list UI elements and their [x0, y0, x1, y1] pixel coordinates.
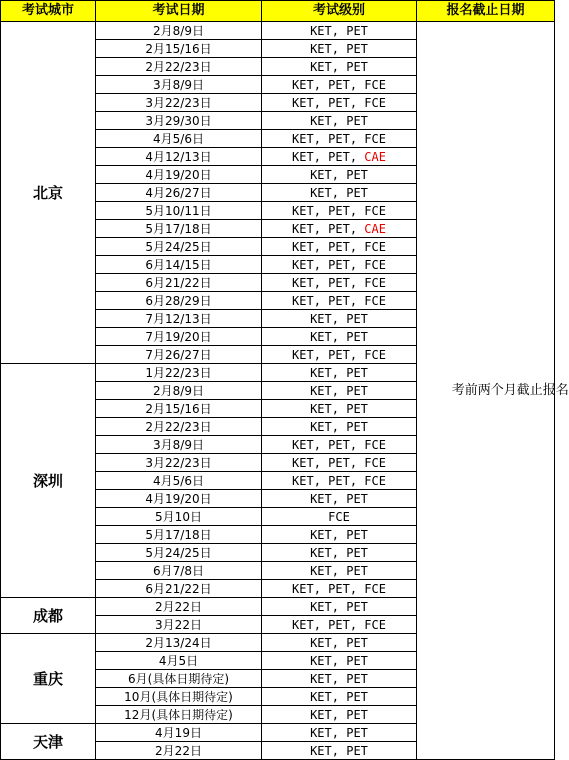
level-tag: KET — [292, 221, 314, 236]
level-tag: PET — [328, 581, 350, 596]
level-cell — [262, 418, 417, 436]
level-tag: PET — [346, 743, 368, 758]
level-tag: KET — [310, 401, 332, 416]
level-separator: , — [331, 599, 347, 614]
level-tag: KET — [292, 293, 314, 308]
level-tag: FCE — [364, 293, 386, 308]
level-separator: , — [331, 689, 347, 704]
level-tag: PET — [328, 347, 350, 362]
date-cell: 3月8/9日 — [96, 436, 262, 454]
level-tag: KET — [292, 149, 314, 164]
level-tag: PET — [346, 185, 368, 200]
level-cell — [262, 202, 417, 220]
level-separator: , — [313, 617, 329, 632]
date-cell: 4月12/13日 — [96, 148, 262, 166]
level-tag: PET — [346, 599, 368, 614]
level-tag: FCE — [364, 257, 386, 272]
level-tag: PET — [328, 239, 350, 254]
level-tag: KET — [310, 491, 332, 506]
level-separator: , — [349, 617, 365, 632]
level-tag: PET — [346, 563, 368, 578]
date-cell: 5月17/18日 — [96, 526, 262, 544]
level-tag: PET — [346, 707, 368, 722]
level-separator: , — [331, 635, 347, 650]
date-cell: 2月15/16日 — [96, 40, 262, 58]
level-tag: KET — [292, 257, 314, 272]
level-tag: KET — [310, 113, 332, 128]
level-separator: , — [331, 491, 347, 506]
date-cell: 3月8/9日 — [96, 76, 262, 94]
date-cell: 4月5日 — [96, 652, 262, 670]
level-separator: , — [349, 257, 365, 272]
level-separator: , — [313, 293, 329, 308]
level-tag: PET — [346, 59, 368, 74]
date-cell: 2月8/9日 — [96, 382, 262, 400]
level-tag: KET — [310, 419, 332, 434]
level-tag: CAE — [364, 149, 386, 164]
level-cell — [262, 544, 417, 562]
level-tag: KET — [310, 383, 332, 398]
level-separator: , — [313, 581, 329, 596]
deadline-cell — [417, 22, 569, 760]
level-tag: PET — [328, 131, 350, 146]
level-separator: , — [349, 473, 365, 488]
city-cell: 天津 — [1, 724, 96, 760]
level-tag: FCE — [364, 347, 386, 362]
level-tag: PET — [328, 455, 350, 470]
level-cell — [262, 256, 417, 274]
level-cell — [262, 94, 417, 112]
date-cell: 7月26/27日 — [96, 346, 262, 364]
level-cell — [262, 58, 417, 76]
level-tag: KET — [292, 455, 314, 470]
level-tag: PET — [346, 113, 368, 128]
date-cell: 4月19日 — [96, 724, 262, 742]
level-separator: , — [349, 239, 365, 254]
level-separator: , — [331, 419, 347, 434]
level-cell — [262, 688, 417, 706]
header-row — [1, 1, 555, 22]
header-city: 考试城市 — [1, 1, 96, 22]
date-cell: 2月8/9日 — [96, 22, 262, 40]
level-tag: FCE — [364, 455, 386, 470]
level-cell — [262, 706, 417, 724]
level-separator: , — [349, 203, 365, 218]
level-tag: KET — [292, 275, 314, 290]
level-tag: FCE — [364, 239, 386, 254]
level-separator: , — [313, 437, 329, 452]
level-separator: , — [331, 401, 347, 416]
level-tag: PET — [328, 293, 350, 308]
level-tag: PET — [346, 365, 368, 380]
level-cell — [262, 184, 417, 202]
level-separator: , — [331, 527, 347, 542]
level-separator: , — [331, 707, 347, 722]
date-cell: 3月29/30日 — [96, 112, 262, 130]
level-tag: PET — [346, 419, 368, 434]
level-tag: KET — [310, 563, 332, 578]
level-tag: KET — [310, 635, 332, 650]
level-cell — [262, 310, 417, 328]
table-row — [1, 22, 555, 40]
level-tag: KET — [310, 725, 332, 740]
level-cell — [262, 238, 417, 256]
level-cell — [262, 616, 417, 634]
level-tag: PET — [328, 203, 350, 218]
level-tag: PET — [346, 689, 368, 704]
level-tag: PET — [346, 635, 368, 650]
level-separator: , — [313, 455, 329, 470]
date-cell: 2月22日 — [96, 598, 262, 616]
level-tag: KET — [292, 131, 314, 146]
level-cell — [262, 400, 417, 418]
date-cell: 4月19/20日 — [96, 490, 262, 508]
date-cell: 6月7/8日 — [96, 562, 262, 580]
level-cell — [262, 526, 417, 544]
level-tag: KET — [310, 527, 332, 542]
level-separator: , — [349, 437, 365, 452]
level-tag: KET — [310, 41, 332, 56]
level-tag: PET — [346, 41, 368, 56]
level-tag: PET — [346, 167, 368, 182]
date-cell: 3月22/23日 — [96, 94, 262, 112]
date-cell: 1月22/23日 — [96, 364, 262, 382]
level-tag: KET — [310, 707, 332, 722]
city-cell: 成都 — [1, 598, 96, 634]
level-separator: , — [313, 221, 329, 236]
level-cell — [262, 328, 417, 346]
level-tag: FCE — [364, 203, 386, 218]
level-cell — [262, 580, 417, 598]
level-separator: , — [349, 221, 365, 236]
level-tag: FCE — [364, 95, 386, 110]
level-cell — [262, 40, 417, 58]
level-tag: PET — [328, 617, 350, 632]
date-cell: 3月22/23日 — [96, 454, 262, 472]
level-separator: , — [313, 77, 329, 92]
date-cell: 6月(具体日期待定) — [96, 670, 262, 688]
level-tag: FCE — [364, 473, 386, 488]
level-separator: , — [331, 563, 347, 578]
level-tag: PET — [328, 257, 350, 272]
level-separator: , — [331, 59, 347, 74]
header-deadline: 报名截止日期 — [417, 1, 555, 22]
level-tag: KET — [292, 437, 314, 452]
header-date: 考试日期 — [96, 1, 262, 22]
level-separator: , — [331, 185, 347, 200]
date-cell: 10月(具体日期待定) — [96, 688, 262, 706]
level-cell — [262, 292, 417, 310]
date-cell: 12月(具体日期待定) — [96, 706, 262, 724]
level-separator: , — [331, 743, 347, 758]
level-separator: , — [313, 473, 329, 488]
level-cell — [262, 472, 417, 490]
date-cell: 6月28/29日 — [96, 292, 262, 310]
level-tag: FCE — [364, 617, 386, 632]
level-tag: PET — [328, 95, 350, 110]
date-cell: 4月5/6日 — [96, 472, 262, 490]
level-tag: FCE — [364, 275, 386, 290]
level-tag: KET — [292, 347, 314, 362]
city-cell: 深圳 — [1, 364, 96, 598]
level-cell — [262, 562, 417, 580]
level-cell — [262, 22, 417, 40]
level-cell — [262, 364, 417, 382]
level-separator: , — [349, 149, 365, 164]
date-cell: 4月26/27日 — [96, 184, 262, 202]
level-separator: , — [331, 113, 347, 128]
level-tag: KET — [310, 59, 332, 74]
date-cell: 6月14/15日 — [96, 256, 262, 274]
level-tag: KET — [310, 689, 332, 704]
date-cell: 2月22日 — [96, 742, 262, 760]
date-cell: 7月12/13日 — [96, 310, 262, 328]
level-tag: KET — [292, 617, 314, 632]
level-separator: , — [313, 239, 329, 254]
level-separator: , — [331, 365, 347, 380]
deadline-text: 考前两个月截止报名 — [451, 382, 569, 398]
level-tag: PET — [328, 275, 350, 290]
level-tag: KET — [310, 545, 332, 560]
level-tag: PET — [346, 383, 368, 398]
level-cell — [262, 220, 417, 238]
level-cell — [262, 490, 417, 508]
level-cell — [262, 76, 417, 94]
level-separator: , — [313, 257, 329, 272]
level-tag: CAE — [364, 221, 386, 236]
level-tag: PET — [328, 77, 350, 92]
level-separator: , — [313, 95, 329, 110]
date-cell: 3月22日 — [96, 616, 262, 634]
level-tag: PET — [346, 725, 368, 740]
level-cell — [262, 148, 417, 166]
date-cell: 2月22/23日 — [96, 418, 262, 436]
date-cell: 5月10/11日 — [96, 202, 262, 220]
level-separator: , — [331, 41, 347, 56]
level-tag: KET — [310, 185, 332, 200]
level-cell — [262, 346, 417, 364]
level-separator: , — [331, 725, 347, 740]
level-separator: , — [349, 293, 365, 308]
level-cell — [262, 166, 417, 184]
level-tag: KET — [310, 671, 332, 686]
date-cell: 5月17/18日 — [96, 220, 262, 238]
level-cell — [262, 724, 417, 742]
level-tag: KET — [292, 95, 314, 110]
header-level: 考试级别 — [262, 1, 417, 22]
level-separator: , — [331, 329, 347, 344]
level-tag: KET — [310, 167, 332, 182]
level-separator: , — [331, 671, 347, 686]
level-cell — [262, 130, 417, 148]
date-cell: 7月19/20日 — [96, 328, 262, 346]
level-tag: PET — [346, 671, 368, 686]
level-separator: , — [331, 311, 347, 326]
level-separator: , — [349, 581, 365, 596]
date-cell: 2月22/23日 — [96, 58, 262, 76]
level-tag: KET — [310, 599, 332, 614]
level-separator: , — [331, 23, 347, 38]
level-separator: , — [313, 149, 329, 164]
level-cell — [262, 598, 417, 616]
level-cell — [262, 742, 417, 760]
level-cell — [262, 382, 417, 400]
date-cell: 6月21/22日 — [96, 580, 262, 598]
level-separator: , — [331, 653, 347, 668]
level-cell — [262, 274, 417, 292]
level-tag: PET — [328, 473, 350, 488]
date-cell: 2月15/16日 — [96, 400, 262, 418]
date-cell: 2月13/24日 — [96, 634, 262, 652]
level-tag: PET — [346, 527, 368, 542]
level-tag: KET — [310, 365, 332, 380]
level-tag: KET — [292, 473, 314, 488]
level-tag: PET — [346, 401, 368, 416]
level-separator: , — [313, 131, 329, 146]
level-tag: FCE — [364, 437, 386, 452]
level-tag: PET — [346, 23, 368, 38]
level-tag: PET — [328, 149, 350, 164]
level-tag: KET — [292, 203, 314, 218]
level-separator: , — [331, 167, 347, 182]
level-cell — [262, 670, 417, 688]
date-cell: 4月19/20日 — [96, 166, 262, 184]
level-tag: KET — [292, 239, 314, 254]
city-cell: 北京 — [1, 22, 96, 364]
level-tag: FCE — [328, 509, 350, 524]
date-cell: 6月21/22日 — [96, 274, 262, 292]
level-cell — [262, 508, 417, 526]
level-separator: , — [349, 347, 365, 362]
level-cell — [262, 634, 417, 652]
date-cell: 5月10日 — [96, 508, 262, 526]
level-cell — [262, 112, 417, 130]
level-separator: , — [313, 275, 329, 290]
level-tag: KET — [310, 23, 332, 38]
level-tag: PET — [346, 329, 368, 344]
level-tag: FCE — [364, 131, 386, 146]
level-cell — [262, 436, 417, 454]
level-separator: , — [349, 275, 365, 290]
date-cell: 5月24/25日 — [96, 544, 262, 562]
level-separator: , — [331, 545, 347, 560]
level-tag: FCE — [364, 581, 386, 596]
level-separator: , — [349, 131, 365, 146]
level-separator: , — [349, 95, 365, 110]
level-tag: KET — [310, 653, 332, 668]
date-cell: 5月24/25日 — [96, 238, 262, 256]
level-tag: KET — [292, 77, 314, 92]
level-tag: KET — [310, 743, 332, 758]
level-separator: , — [349, 77, 365, 92]
level-tag: PET — [328, 221, 350, 236]
schedule-body — [1, 22, 569, 760]
level-tag: PET — [328, 437, 350, 452]
level-separator: , — [313, 347, 329, 362]
level-tag: KET — [310, 329, 332, 344]
level-separator: , — [331, 383, 347, 398]
level-tag: KET — [310, 311, 332, 326]
city-cell: 重庆 — [1, 634, 96, 724]
level-separator: , — [349, 455, 365, 470]
level-tag: PET — [346, 491, 368, 506]
level-cell — [262, 652, 417, 670]
level-tag: PET — [346, 545, 368, 560]
level-cell — [262, 454, 417, 472]
level-separator: , — [313, 203, 329, 218]
level-tag: PET — [346, 653, 368, 668]
level-tag: FCE — [364, 77, 386, 92]
level-tag: KET — [292, 581, 314, 596]
date-cell: 4月5/6日 — [96, 130, 262, 148]
level-tag: PET — [346, 311, 368, 326]
